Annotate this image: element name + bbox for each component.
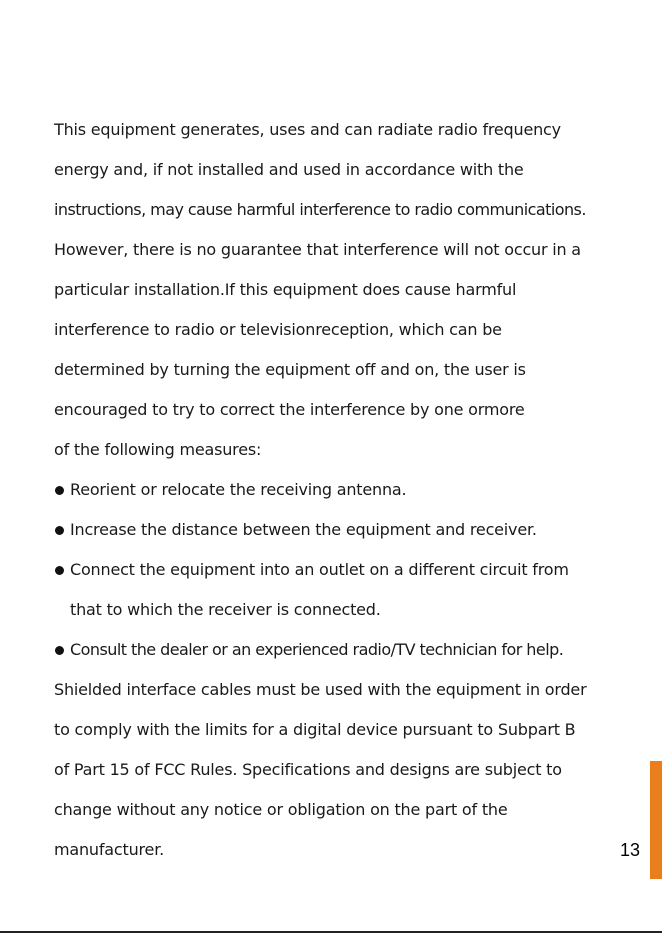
paragraph-line: interference to radio or televisionreception, which can be [54, 320, 502, 339]
bullet-icon [55, 646, 64, 655]
section-tab [650, 761, 662, 879]
measure-text: Reorient or relocate the receiving antenna. [70, 480, 407, 499]
paragraph-line: encouraged to try to correct the interference by one ormore [54, 400, 525, 419]
paragraph-line: This equipment generates, uses and can radiate radio frequency [54, 120, 561, 139]
paragraph-line: Shielded interface cables must be used with the equipment in order [54, 680, 587, 699]
paragraph-line: energy and, if not installed and used in accordance with the [54, 160, 524, 179]
paragraph-line: of Part 15 of FCC Rules. Specifications and designs are subject to [54, 760, 562, 779]
measure-item [54, 470, 639, 510]
bullet-icon [55, 566, 64, 575]
paragraph-line: However, there is no guarantee that interference will not occur in a [54, 240, 581, 259]
bullet-icon [55, 486, 64, 495]
measure-text: Connect the equipment into an outlet on a different circuit from [70, 560, 569, 579]
fcc-statement [54, 110, 639, 870]
paragraph-line: of the following measures: [54, 440, 262, 459]
measure-continuation: that to which the receiver is connected. [70, 600, 381, 619]
measure-item [54, 630, 639, 670]
page-number: 13 [620, 840, 641, 860]
paragraph-line: determined by turning the equipment off and on, the user is [54, 360, 526, 379]
measure-text: Consult the dealer or an experienced radio/TV technician for help. [70, 640, 564, 659]
paragraph-line: particular installation.If this equipment does cause harmful [54, 280, 517, 299]
paragraph-line: manufacturer. [54, 840, 164, 859]
bullet-icon [55, 526, 64, 535]
measure-item [54, 510, 639, 550]
measure-item [54, 550, 639, 590]
paragraph-line: change without any notice or obligation on the part of the [54, 800, 508, 819]
measure-text: Increase the distance between the equipment and receiver. [70, 520, 537, 539]
paragraph-line: instructions, may cause harmful interference to radio communications. [54, 200, 586, 219]
paragraph-line: to comply with the limits for a digital device pursuant to Subpart B [54, 720, 576, 739]
